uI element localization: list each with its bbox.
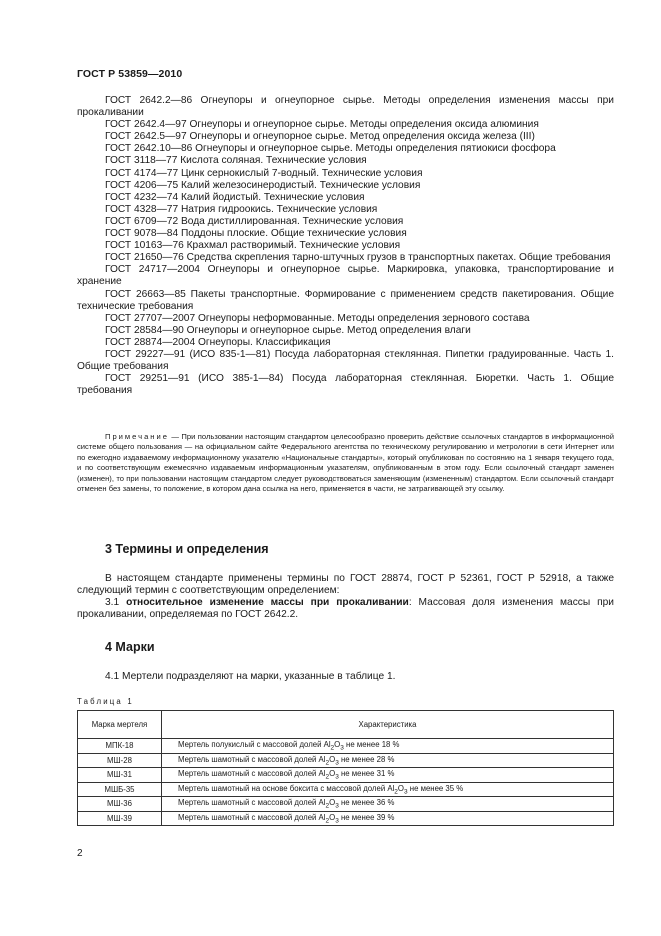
reference-item: ГОСТ 4328—77 Натрия гидроокись. Технические условия [105, 203, 378, 215]
grade-cell: МШ-28 [78, 753, 162, 768]
grade-cell: МШ-31 [78, 768, 162, 783]
section-3-heading: 3 Термины и определения [105, 542, 269, 556]
reference-item: ГОСТ 28874—2004 Огнеупоры. Классификация [105, 336, 331, 348]
table-row [78, 797, 614, 812]
subscript: 2 [394, 788, 398, 796]
description-text: O [329, 798, 336, 808]
description-cell [162, 768, 614, 783]
reference-item: ГОСТ 9078—84 Поддоны плоские. Общие технические условия [105, 228, 407, 240]
subscript: 3 [403, 788, 408, 796]
description-text: Мертель шамотный на основе боксита с массовой долей Al [178, 783, 395, 793]
normative-references-list [77, 95, 614, 397]
subscript: 3 [335, 773, 339, 781]
table-caption: Таблица 1 [77, 697, 134, 706]
reference-item: ГОСТ 2642.10—86 Огнеупоры и огнеупорное сырье. Методы определения пятиокиси фосфора [105, 143, 556, 155]
description-cell [162, 739, 614, 754]
description-text: не менее 35 % [407, 783, 464, 793]
reference-item: ГОСТ 6709—72 Вода дистиллированная. Технические условия [105, 215, 404, 227]
reference-item: ГОСТ 2642.5—97 Огнеупоры и огнеупорное сырье. Метод определения оксида железа (III) [105, 131, 535, 143]
table-row [78, 811, 614, 826]
note-text: — При пользовании настоящим стандартом целесообразно проверить действие ссылочных стандартов в информационной системе общего пользования — на официальном сайте Федерального агентства по техническому регулированию и метрологии в сети Интернет или по ежегодно издаваемому информационному указателю «Национальные стандарты», который опубликован по состоянию на 1 января текущего года, и по соответствующим ежемесячно издаваемым информационным указателям, опубликованным в этом году. Если ссылочный стандарт заменен (изменен), то при пользовании настоящим стандартом следует руководствоваться заменяющим (измененным) стандартом. Если ссылочный стандарт отменен без замены, то положение, в котором дана ссылка на него, применяется в части, не затрагивающей эту ссылку. [77, 432, 614, 494]
description-cell [162, 811, 614, 826]
description-text: O [334, 740, 341, 749]
table-row [78, 739, 614, 754]
subscript: 3 [335, 802, 339, 810]
description-text: Мертель шамотный с массовой долей Al [178, 798, 326, 808]
reference-item: ГОСТ 28584—90 Огнеупоры и огнеупорное сырье. Метод определения влаги [105, 324, 471, 336]
grade-cell: МШ-36 [78, 797, 162, 812]
description-text: O [329, 769, 336, 779]
page-number: 2 [77, 848, 83, 859]
subscript: 2 [330, 744, 335, 752]
term-definition [77, 597, 614, 621]
subscript: 2 [325, 773, 330, 781]
reference-item: ГОСТ 4174—77 Цинк сернокислый 7-водный. Технические условия [105, 167, 423, 179]
description-cell [162, 753, 614, 768]
table-header-row [78, 711, 614, 739]
subscript: 2 [325, 759, 330, 767]
column-header-description: Характеристика [162, 711, 614, 739]
reference-item: ГОСТ 2642.2—86 Огнеупоры и огнеупорное сырье. Методы определения изменения массы при прокаливании [77, 95, 614, 119]
subscript: 3 [340, 744, 344, 752]
section-3-intro: В настоящем стандарте применены термины по ГОСТ 28874, ГОСТ Р 52361, ГОСТ Р 52918, а также следующий термин с соответствующим определением: [77, 573, 614, 597]
description-text: Мертель шамотный с массовой долей Al [178, 769, 326, 779]
reference-item: ГОСТ 10163—76 Крахмал растворимый. Технические условия [105, 240, 401, 252]
description-text: не менее 28 % [338, 754, 395, 764]
description-text: не менее 39 % [338, 812, 395, 822]
description-text: не менее 36 % [338, 798, 395, 808]
description-text: O [329, 754, 336, 764]
section-4-paragraph: 4.1 Мертели подразделяют на марки, указанные в таблице 1. [105, 671, 396, 682]
description-text: не менее 31 % [338, 769, 395, 779]
reference-item: ГОСТ 29227—91 (ИСО 835-1—81) Посуда лабораторная стеклянная. Пипетки градуированные. Часть 1. Общие требования [77, 348, 614, 373]
column-header-grade: Марка мертеля [78, 711, 162, 739]
reference-item: ГОСТ 21650—76 Средства скрепления тарно-штучных грузов в транспортных пакетах. Общие требования [105, 252, 611, 264]
description-text: O [397, 783, 404, 793]
term-definition-text: : Массовая доля изменения массы при прокаливании, определяемая по ГОСТ 2642.2. [77, 597, 614, 621]
description-text: Мертель полукислый с массовой долей Al [178, 740, 331, 749]
note-label: Примечание [105, 432, 169, 441]
section-4-heading: 4 Марки [105, 640, 155, 654]
standard-header: ГОСТ Р 53859—2010 [77, 68, 183, 80]
reference-item: ГОСТ 4206—75 Калий железосинеродистый. Технические условия [105, 179, 421, 191]
description-text: O [329, 812, 336, 822]
grades-table [77, 710, 614, 826]
table-row [78, 753, 614, 768]
subscript: 2 [325, 817, 330, 825]
reference-item: ГОСТ 29251—91 (ИСО 385-1—84) Посуда лабораторная стеклянная. Бюретки. Часть 1. Общие требования [77, 373, 614, 397]
reference-item: ГОСТ 4232—74 Калий йодистый. Технические условия [105, 191, 365, 203]
description-cell [162, 797, 614, 812]
table-row [78, 782, 614, 797]
grade-cell: МШ-39 [78, 811, 162, 826]
table-row [78, 768, 614, 783]
subscript: 2 [325, 802, 330, 810]
description-cell [162, 782, 614, 797]
section-3-body [77, 573, 614, 621]
description-text: Мертель шамотный с массовой долей Al [178, 754, 326, 764]
grade-cell: МШБ-35 [78, 782, 162, 797]
reference-item: ГОСТ 26663—85 Пакеты транспортные. Формирование с применением средств пакетирования. Общие технические требования [77, 288, 614, 312]
subscript: 3 [335, 759, 339, 767]
references-note [77, 432, 614, 494]
reference-item: ГОСТ 24717—2004 Огнеупоры и огнеупорное сырье. Маркировка, упаковка, транспортирование и хранение [77, 264, 614, 288]
reference-item: ГОСТ 3118—77 Кислота соляная. Технические условия [105, 155, 367, 167]
description-text: не менее 18 % [343, 740, 400, 749]
term-number: 3.1 [105, 597, 127, 609]
reference-item: ГОСТ 27707—2007 Огнеупоры неформованные. Методы определения зернового состава [105, 312, 530, 324]
grade-cell: МПК-18 [78, 739, 162, 754]
description-text: Мертель шамотный с массовой долей Al [178, 812, 326, 822]
subscript: 3 [335, 817, 339, 825]
term-name: относительное изменение массы при прокаливании [126, 597, 409, 609]
reference-item: ГОСТ 2642.4—97 Огнеупоры и огнеупорное сырье. Методы определения оксида алюминия [105, 119, 539, 131]
